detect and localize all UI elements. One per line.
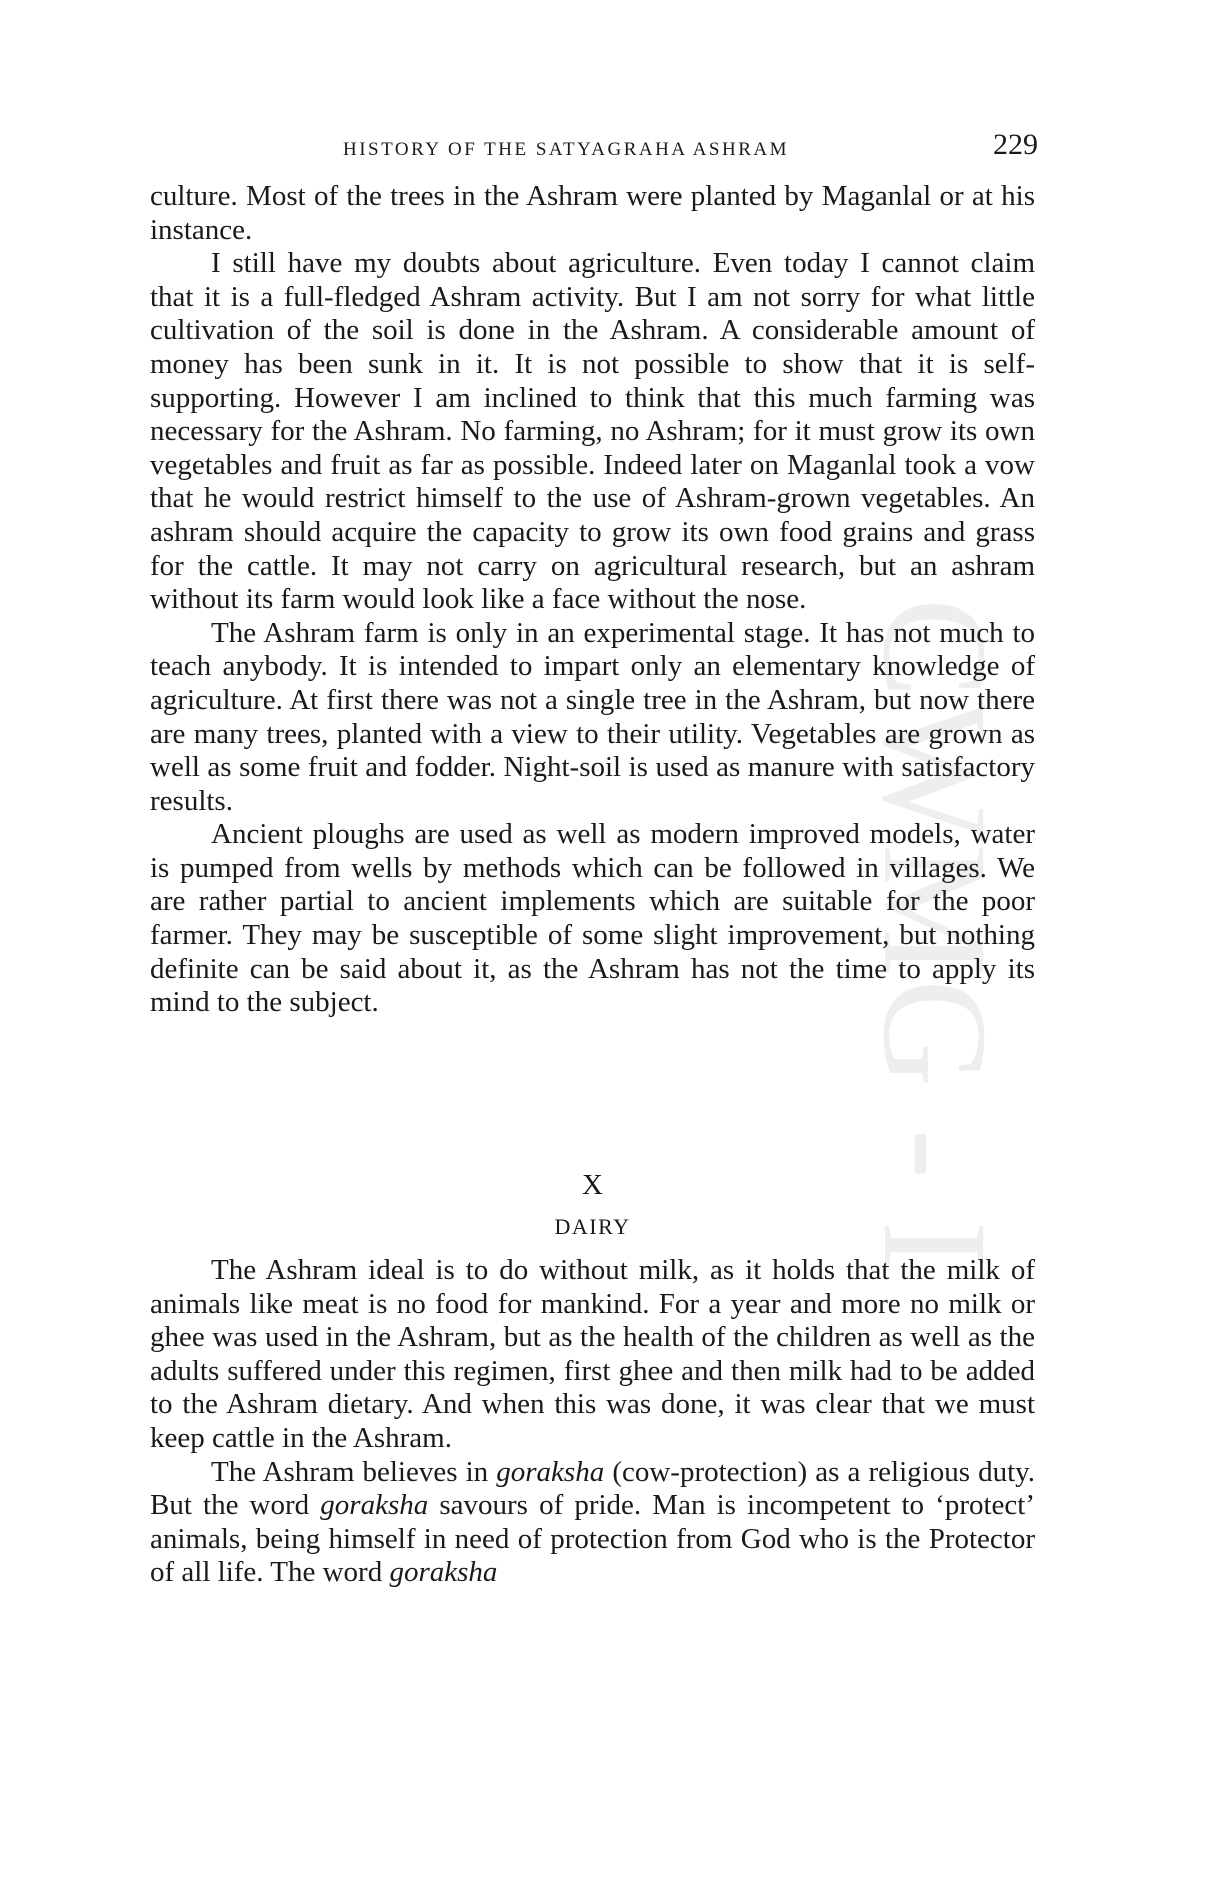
paragraph-ploughs: Ancient ploughs are used as well as modern improved models, water is pumped from wells by methods which can be followed in villages. We are rather partial to ancient implements which are suitable for the poor farmer. They may be susceptible of some slight improvement, but nothing definite can be said about it, as the Ashram has not the time to apply its mind to the subject. <box>150 818 1035 1019</box>
italic-term: goraksha <box>320 1489 429 1522</box>
paragraph-farm-experimental: The Ashram farm is only in an experimental stage. It has not much to teach anybody. It is intended to impart only an elementary knowledge of agriculture. At first there was not a single tree in the Ashram, but now there are many trees, planted with a view to their utility. Vegetables are grown as well as some fruit and fodder. Night-soil is used as manure with satisfactory results. <box>150 616 1035 817</box>
paragraph-continued: culture. Most of the trees in the Ashram were planted by Maganlal or at his instance. <box>150 180 1035 246</box>
section-title: DAIRY <box>554 1214 631 1239</box>
paragraph-agriculture-doubts: I still have my doubts about agriculture. Even today I cannot claim that it is a full-fledged Ashram activity. But I am not sorry for what little cultivation of the soil is done in the Ashram. A considerable amount of money has been sunk in it. It is not possible to show that it is self-supporting. However I am inclined to think that this much farming was necessary for the Ashram. No farming, no Ashram; for it must grow its own vegetables and fruit as far as possible. Indeed later on Maganlal took a vow that he would restrict himself to the use of Ashram-grown vegetables. An ashram should acquire the capacity to grow its own food grains and grass for the cattle. It may not carry on agricultural research, but an ashram without its farm would look like a face without the nose. <box>150 247 1035 616</box>
page-header <box>150 128 1040 168</box>
text-span: savours of pride. Man is incompetent to ‘protect’ animals, being himself in need of protection from God who is the Protector of all life. The word <box>150 1489 1035 1589</box>
text-span: (cow-protection) as a religious duty. But the word <box>150 1455 1036 1522</box>
paragraph-dairy-ideal: The Ashram ideal is to do without milk, as it holds that the milk of animals like meat is no food for mankind. For a year and more no milk or ghee was used in the Ashram, but as the health of the children as well as the adults suffered under this regimen, first ghee and then milk had to be added to the Ashram dietary. And when this was done, it was clear that we must keep cattle in the Ashram. <box>150 1254 1035 1454</box>
running-head: HISTORY OF THE SATYAGRAHA ASHRAM <box>343 139 790 160</box>
section-number: X <box>582 1169 603 1201</box>
body-text-lower <box>150 1254 1035 1590</box>
italic-term: goraksha <box>496 1455 605 1488</box>
watermark-text: CWMG - I <box>852 598 1018 1273</box>
italic-term: goraksha <box>389 1556 498 1589</box>
page-number: 229 <box>993 128 1038 161</box>
body-text-upper <box>150 180 1035 1020</box>
paragraph-goraksha <box>150 1456 1035 1590</box>
text-span: The Ashram believes in <box>211 1455 497 1488</box>
